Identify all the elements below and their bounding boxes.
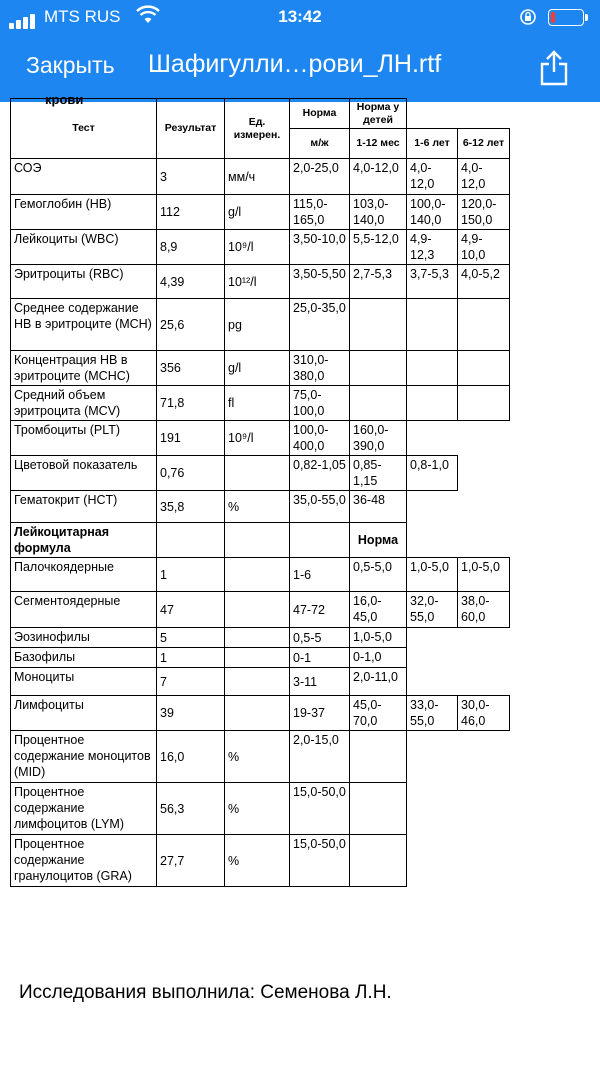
- children-norm-value: [350, 351, 407, 386]
- navigation-bar: [0, 0, 600, 102]
- children-norm-value: [350, 386, 407, 421]
- table-row: [11, 195, 510, 230]
- table-row: [11, 783, 510, 835]
- children-norm-value: 0,8-1,0: [407, 456, 458, 491]
- header-age-6-12y: 6-12 лет: [458, 129, 510, 159]
- children-norm-value: 4,0-5,2: [458, 265, 510, 299]
- test-result: 7: [157, 668, 225, 696]
- test-unit: 10⁹/l: [225, 421, 290, 456]
- test-unit: %: [225, 835, 290, 887]
- test-name: Гематокрит (HCT): [11, 491, 157, 523]
- children-norm-value: 120,0-150,0: [458, 195, 510, 230]
- children-norm-value: [407, 299, 458, 351]
- table-row: [11, 299, 510, 351]
- children-norm-value: [350, 783, 407, 835]
- section-leukocyte-formula: Лейкоцитарная формула: [11, 523, 157, 558]
- children-norm-value: 4,0-12,0: [458, 159, 510, 195]
- test-name: Моноциты: [11, 668, 157, 696]
- test-result: 112: [157, 195, 225, 230]
- children-norm-value: [407, 386, 458, 421]
- test-name: Гемоглобин (HB): [11, 195, 157, 230]
- test-unit: fl: [225, 386, 290, 421]
- children-norm-value: 16,0-45,0: [350, 592, 407, 628]
- test-unit: g/l: [225, 195, 290, 230]
- test-name: Концентрация HB в эритроците (MCHC): [11, 351, 157, 386]
- children-norm-value: 3,7-5,3: [407, 265, 458, 299]
- test-unit: мм/ч: [225, 159, 290, 195]
- test-name: Сегментоядерные: [11, 592, 157, 628]
- test-result: 1: [157, 558, 225, 592]
- children-norm-value: [458, 299, 510, 351]
- table-row: [11, 265, 510, 299]
- test-name: Тромбоциты (PLT): [11, 421, 157, 456]
- children-norm-value: 4,9-10,0: [458, 230, 510, 265]
- section-norm-label: Норма: [350, 523, 407, 558]
- test-result: 25,6: [157, 299, 225, 351]
- children-norm-value: 103,0-140,0: [350, 195, 407, 230]
- test-unit: [225, 628, 290, 648]
- signature-line: Исследования выполнила: Семенова Л.Н.: [19, 982, 392, 1003]
- table-row: [11, 558, 510, 592]
- children-norm-value: [350, 835, 407, 887]
- children-norm-value: 0,85-1,15: [350, 456, 407, 491]
- children-norm-value: [458, 351, 510, 386]
- norm-value: 3-11: [290, 668, 350, 696]
- children-norm-value: 2,7-5,3: [350, 265, 407, 299]
- header-norm-sex: м/ж: [290, 129, 350, 159]
- test-result: 8,9: [157, 230, 225, 265]
- test-name: Эритроциты (RBC): [11, 265, 157, 299]
- test-name: Эозинофилы: [11, 628, 157, 648]
- test-unit: %: [225, 783, 290, 835]
- test-result: 356: [157, 351, 225, 386]
- test-result: 16,0: [157, 731, 225, 783]
- test-result: 27,7: [157, 835, 225, 887]
- test-unit: 10¹²/l: [225, 265, 290, 299]
- norm-value: 3,50-10,0: [290, 230, 350, 265]
- test-name: Процентное содержание лимфоцитов (LYM): [11, 783, 157, 835]
- test-unit: %: [225, 491, 290, 523]
- norm-value: 2,0-15,0: [290, 731, 350, 783]
- norm-value: 25,0-35,0: [290, 299, 350, 351]
- table-row: [11, 386, 510, 421]
- norm-value: 19-37: [290, 696, 350, 731]
- children-norm-value: [407, 351, 458, 386]
- test-result: 0,76: [157, 456, 225, 491]
- norm-value: 310,0-380,0: [290, 351, 350, 386]
- close-button[interactable]: Закрыть: [26, 52, 115, 78]
- children-norm-value: 5,5-12,0: [350, 230, 407, 265]
- test-result: 47: [157, 592, 225, 628]
- table-row: [11, 456, 510, 491]
- test-name: СОЭ: [11, 159, 157, 195]
- children-norm-value: [350, 731, 407, 783]
- document-title: Шафигулли…рови_ЛН.rtf: [148, 50, 442, 78]
- test-name: Цветовой показатель: [11, 456, 157, 491]
- children-norm-value: 160,0-390,0: [350, 421, 407, 456]
- test-name: Процентное содержание гранулоцитов (GRA): [11, 835, 157, 887]
- table-row: [11, 731, 510, 783]
- norm-value: 0,82-1,05: [290, 456, 350, 491]
- battery-level: [551, 12, 555, 23]
- children-norm-value: 1,0-5,0: [407, 558, 458, 592]
- norm-value: 0-1: [290, 648, 350, 668]
- header-age-1-12m: 1-12 мес: [350, 129, 407, 159]
- header-test: Тест: [11, 99, 157, 159]
- test-result: 3: [157, 159, 225, 195]
- table-row: [11, 592, 510, 628]
- battery-icon: [548, 9, 584, 26]
- table-row: [11, 835, 510, 887]
- document-viewer[interactable]: [0, 92, 600, 1066]
- norm-value: 47-72: [290, 592, 350, 628]
- test-result: 5: [157, 628, 225, 648]
- test-result: 39: [157, 696, 225, 731]
- test-unit: %: [225, 731, 290, 783]
- children-norm-value: 4,9-12,3: [407, 230, 458, 265]
- table-row: [11, 668, 510, 696]
- table-row: [11, 421, 510, 456]
- test-unit: [225, 648, 290, 668]
- children-norm-value: 33,0-55,0: [407, 696, 458, 731]
- share-icon[interactable]: [538, 50, 570, 86]
- clock: 13:42: [278, 7, 322, 26]
- header-unit: Ед. измерен.: [225, 99, 290, 159]
- test-unit: [225, 668, 290, 696]
- test-unit: pg: [225, 299, 290, 351]
- test-unit: 10⁹/l: [225, 230, 290, 265]
- children-norm-value: 30,0-46,0: [458, 696, 510, 731]
- carrier-name: MTS RUS: [44, 7, 121, 26]
- norm-value: 2,0-25,0: [290, 159, 350, 195]
- children-norm-value: 0-1,0: [350, 648, 407, 668]
- children-norm-value: [350, 299, 407, 351]
- blood-test-table: [10, 98, 510, 887]
- table-title-fragment: крови: [45, 92, 84, 107]
- children-norm-value: 4,0-12,0: [350, 159, 407, 195]
- children-norm-value: [458, 386, 510, 421]
- test-name: Базофилы: [11, 648, 157, 668]
- norm-value: 35,0-55,0: [290, 491, 350, 523]
- test-name: Палочкоядерные: [11, 558, 157, 592]
- test-result: 4,39: [157, 265, 225, 299]
- test-unit: [225, 696, 290, 731]
- norm-value: 3,50-5,50: [290, 265, 350, 299]
- test-result: 56,3: [157, 783, 225, 835]
- table-row: [11, 628, 510, 648]
- test-unit: [225, 456, 290, 491]
- test-result: 71,8: [157, 386, 225, 421]
- children-norm-value: 36-48: [350, 491, 407, 523]
- children-norm-value: 45,0-70,0: [350, 696, 407, 731]
- test-result: 35,8: [157, 491, 225, 523]
- section-row: [11, 523, 510, 558]
- test-result: 191: [157, 421, 225, 456]
- children-norm-value: 1,0-5,0: [458, 558, 510, 592]
- norm-value: 0,5-5: [290, 628, 350, 648]
- test-unit: g/l: [225, 351, 290, 386]
- children-norm-value: 100,0-140,0: [407, 195, 458, 230]
- children-norm-value: 2,0-11,0: [350, 668, 407, 696]
- test-name: Лимфоциты: [11, 696, 157, 731]
- header-norm: Норма: [290, 99, 350, 129]
- header-norm-children: Норма у детей: [350, 99, 407, 129]
- table-row: [11, 491, 510, 523]
- test-name: Лейкоциты (WBC): [11, 230, 157, 265]
- header-age-1-6y: 1-6 лет: [407, 129, 458, 159]
- test-name: Среднее содержание HB в эритроците (MCH): [11, 299, 157, 351]
- test-name: Процентное содержание моноцитов (MID): [11, 731, 157, 783]
- table-row: [11, 648, 510, 668]
- test-unit: [225, 592, 290, 628]
- norm-value: 15,0-50,0: [290, 835, 350, 887]
- header-result: Результат: [157, 99, 225, 159]
- children-norm-value: 32,0-55,0: [407, 592, 458, 628]
- status-bar: [0, 0, 600, 34]
- children-norm-value: 0,5-5,0: [350, 558, 407, 592]
- children-norm-value: 4,0-12,0: [407, 159, 458, 195]
- norm-value: 115,0-165,0: [290, 195, 350, 230]
- norm-value: 1-6: [290, 558, 350, 592]
- table-row: [11, 230, 510, 265]
- test-unit: [225, 558, 290, 592]
- table-row: [11, 351, 510, 386]
- test-result: 1: [157, 648, 225, 668]
- norm-value: 75,0-100,0: [290, 386, 350, 421]
- children-norm-value: 1,0-5,0: [350, 628, 407, 648]
- table-header-row: [11, 99, 510, 129]
- norm-value: 15,0-50,0: [290, 783, 350, 835]
- table-row: [11, 696, 510, 731]
- table-row: [11, 159, 510, 195]
- children-norm-value: 38,0-60,0: [458, 592, 510, 628]
- rotation-lock-icon: [519, 8, 537, 26]
- test-name: Средний объем эритроцита (MCV): [11, 386, 157, 421]
- norm-value: 100,0-400,0: [290, 421, 350, 456]
